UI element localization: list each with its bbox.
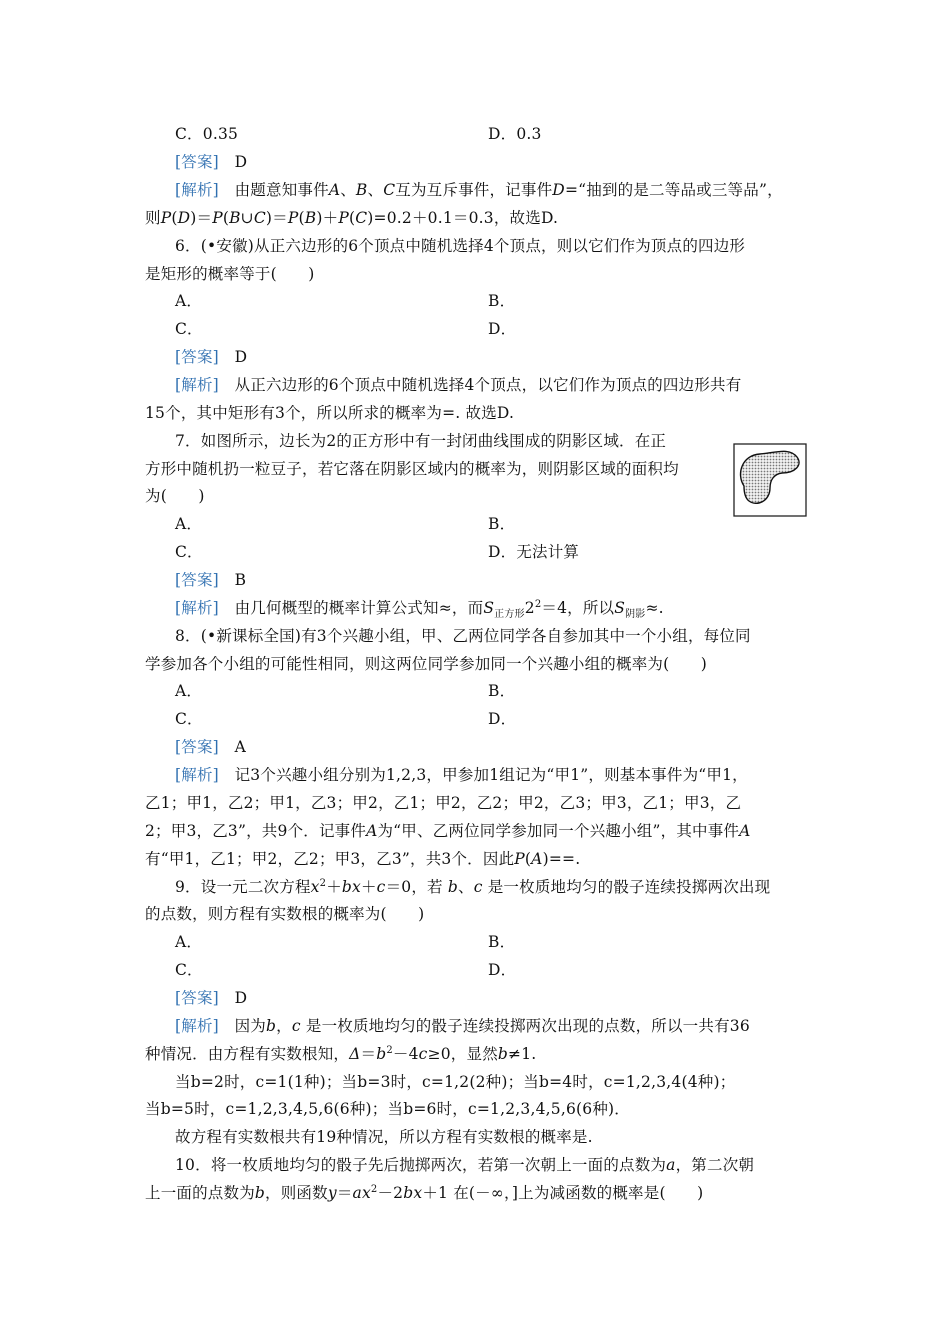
q6-option-b: B． [488,292,516,310]
answer-tag: [答案] [175,989,219,1007]
q7-option-a: A． [175,515,203,533]
q8-analysis-line1: [解析] 记3个兴趣小组分别为1,2,3，甲参加1组记为“甲1”，则基本事件为“甲1， [175,766,748,784]
q9-analysis-line5: 故方程有实数根共有19种情况，所以方程有实数根的概率是. [175,1128,593,1146]
analysis-tag: [解析] [175,599,219,617]
answer-tag: [答案] [175,571,219,589]
q9-option-b: B． [488,933,516,951]
q7-option-c: C． [175,543,203,561]
answer-tag: [答案] [175,153,219,171]
q7-option-d: D．无法计算 [488,543,580,561]
q7-stem-line3: 为( ) [145,487,205,505]
q7-option-b: B． [488,515,516,533]
q8-option-c: C． [175,710,203,728]
analysis-tag: [解析] [175,181,219,199]
q7-answer [175,570,246,590]
q8-analysis-line3: 2；甲3，乙3”，共9个．记事件A为“甲、乙两位同学参加同一个兴趣小组”，其中事件A [145,822,751,840]
q5-option-c: C．0.35 [175,125,239,143]
q9-analysis-line3: 当b=2时，c=1(1种)；当b=3时，c=1,2(2种)；当b=4时，c=1,2,3,4(4种)； [175,1073,736,1091]
answer-tag: [答案] [175,348,219,366]
q9-stem-line2: 的点数，则方程有实数根的概率为( ) [145,905,425,923]
q8-analysis-line2: 乙1；甲1，乙2；甲1，乙3；甲2，乙1；甲2，乙2；甲2，乙3；甲3，乙1；甲3，乙 [145,794,742,812]
answer-value: D [234,153,248,171]
q6-analysis-line1: [解析] 从正六边形的6个顶点中随机选择4个顶点，以它们作为顶点的四边形共有 [175,376,742,394]
q6-analysis-line2: 15个，其中矩形有3个，所以所求的概率为=. 故选D. [145,404,515,422]
q8-option-a: A． [175,682,203,700]
q5-option-d: D．0.3 [488,125,542,143]
q9-answer [175,988,247,1008]
q6-option-d: D． [488,320,517,338]
analysis-tag: [解析] [175,1017,219,1035]
q9-analysis-line1: [解析] 因为b，c 是一枚质地均匀的骰子连续投掷两次出现的点数，所以一共有36 [175,1017,750,1035]
answer-tag: [答案] [175,738,219,756]
q6-option-c: C． [175,320,203,338]
q6-stem-line1: 6．(•安徽)从正六边形的6个顶点中随机选择4个顶点，则以它们作为顶点的四边形 [175,237,746,255]
analysis-tag: [解析] [175,376,219,394]
q5-analysis-line2: 则P(D)＝P(B∪C)＝P(B)＋P(C)=0.2＋0.1＝0.3，故选D. [145,209,559,227]
q8-option-d: D． [488,710,517,728]
shaded-region-figure [733,443,807,517]
q9-stem-line1: 9．设一元二次方程$x^2+bx+c=0$，若 b、c 是一枚质地均匀的骰子连续投掷两次出现 [175,877,771,896]
q8-stem-line1: 8．(•新课标全国)有3个兴趣小组，甲、乙两位同学各自参加其中一个小组，每位同 [175,627,751,645]
answer-value: D [234,348,248,366]
q7-analysis-line1: [解析] 由几何概型的概率计算公式知≈，而$S_{正方形}2^2=4$，所以$S_{阴影}\approx$. [175,598,664,621]
answer-value: D [234,989,248,1007]
answer-value: A [234,738,247,756]
q8-stem-line2: 学参加各个小组的可能性相同，则这两位同学参加同一个兴趣小组的概率为( ) [145,655,707,673]
answer-value: B [234,571,247,589]
q6-stem-line2: 是矩形的概率等于( ) [145,265,315,283]
q6-option-a: A． [175,292,203,310]
q8-option-b: B． [488,682,516,700]
q9-option-d: D． [488,961,517,979]
q9-option-c: C． [175,961,203,979]
q9-analysis-line4: 当b=5时，c=1,2,3,4,5,6(6种)；当b=6时，c=1,2,3,4,5,6(6种)． [145,1100,630,1118]
analysis-tag: [解析] [175,766,219,784]
q10-stem-line1: 10．将一枚质地均匀的骰子先后抛掷两次，若第一次朝上一面的点数为a，第二次朝 [175,1156,755,1174]
q8-answer [175,737,246,757]
q7-stem-line2: 方形中随机扔一粒豆子，若它落在阴影区域内的概率为，则阴影区域的面积均 [145,460,679,478]
q9-option-a: A． [175,933,203,951]
q7-stem-line1: 7．如图所示，边长为2的正方形中有一封闭曲线围成的阴影区域．在正 [175,432,667,450]
q6-answer [175,347,247,367]
q10-stem-line2: 上一面的点数为b，则函数$y=ax^2-2bx+1$ 在(－∞，]上为减函数的概率是( ) [145,1183,704,1202]
q5-answer [175,152,247,172]
q5-analysis-line1: [解析] 由题意知事件A、B、C互为互斥事件，记事件D=“抽到的是二等品或三等品”， [175,181,783,199]
q9-analysis-line2: 种情况．由方程有实数根知，$\Delta=b^2-4c\ge 0$，显然b≠1. [145,1044,537,1063]
q8-analysis-line4: 有“甲1，乙1；甲2，乙2；甲3，乙3”，共3个．因此P(A)==. [145,850,581,868]
